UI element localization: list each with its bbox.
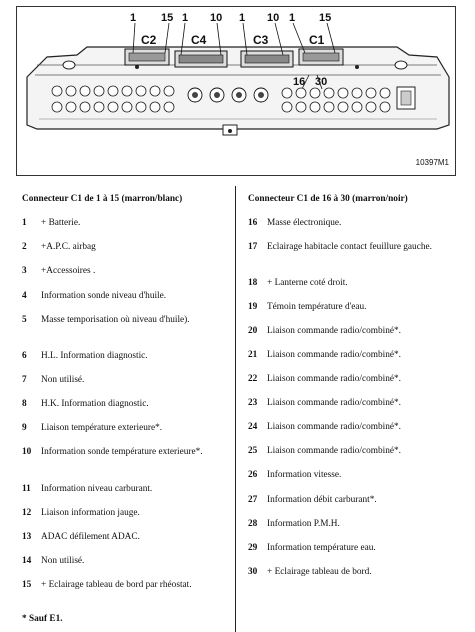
pin-entry — [22, 218, 227, 229]
pin-description: + Eclairage tableau de bord par rhéostat. — [41, 580, 192, 590]
pin-number: 12 — [22, 508, 32, 518]
pin-number: 26 — [248, 470, 258, 480]
pin-number: 29 — [248, 543, 258, 553]
pin-entry — [248, 567, 463, 578]
pin-number: 3 — [22, 266, 27, 276]
instrument-cluster-figure — [16, 6, 456, 176]
pin-entry — [22, 399, 227, 410]
pin-number: 30 — [248, 567, 258, 577]
pin-description: Liaison commande radio/combiné*. — [267, 446, 401, 456]
pin-number: 6 — [22, 351, 27, 361]
pin-number-label: 1 — [289, 12, 296, 24]
pin-description: Liaison commande radio/combiné*. — [267, 350, 401, 360]
pin-number-label: 1 — [239, 12, 246, 24]
pin-entry — [248, 350, 463, 361]
pin-number: 22 — [248, 374, 258, 384]
pin-number: 15 — [22, 580, 32, 590]
connector-c1 — [299, 49, 343, 65]
pin-description: Information température eau. — [267, 543, 376, 553]
pin-entry — [248, 446, 463, 457]
pin-number: 9 — [22, 423, 27, 433]
pin-entry — [22, 242, 227, 253]
pin-number-label: 1 — [182, 12, 189, 24]
pin-entry — [22, 580, 227, 591]
pin-description: ADAC défilement ADAC. — [41, 532, 140, 542]
pin-entry — [248, 398, 463, 409]
pin-entry — [22, 291, 227, 302]
pin-entry — [22, 351, 227, 362]
pin-entry — [22, 315, 227, 326]
pin-number-label: 16 — [293, 76, 306, 88]
cluster-drawing — [17, 7, 457, 177]
pin-number: 11 — [22, 484, 31, 494]
pin-number: 2 — [22, 242, 27, 252]
pin-description: + Eclairage tableau de bord. — [267, 567, 372, 577]
pin-entry — [248, 519, 463, 530]
column-divider — [235, 186, 236, 632]
connector-c3 — [241, 51, 293, 67]
pin-entry — [248, 302, 463, 313]
pin-description: H.L. Information diagnostic. — [41, 351, 148, 361]
pin-number: 24 — [248, 422, 258, 432]
pin-entry — [22, 375, 227, 386]
pin-description: Liaison température exterieure*. — [41, 423, 163, 433]
pin-entry — [248, 374, 463, 385]
pin-entry — [248, 495, 463, 506]
pin-number: 14 — [22, 556, 32, 566]
pin-number-label: 10 — [267, 12, 280, 24]
connector-label-c2: C2 — [141, 33, 157, 47]
pin-entry — [22, 447, 227, 458]
figure-reference: 10397M1 — [415, 158, 449, 167]
pin-number-label: 15 — [319, 12, 332, 24]
pin-entry — [22, 532, 227, 543]
left-column-title: Connecteur C1 de 1 à 15 (marron/blanc) — [22, 194, 183, 204]
pin-entry — [22, 484, 227, 495]
pin-number: 8 — [22, 399, 27, 409]
pin-description: Masse électronique. — [267, 218, 342, 228]
pin-description: Liaison information jauge. — [41, 508, 140, 518]
footnote: * Sauf E1. — [22, 614, 63, 624]
pin-number-label: 10 — [210, 12, 223, 24]
pin-entry — [248, 278, 463, 289]
pin-description: Liaison commande radio/combiné*. — [267, 374, 401, 384]
pin-number: 28 — [248, 519, 258, 529]
pin-number: 20 — [248, 326, 258, 336]
pin-number: 27 — [248, 495, 258, 505]
connector-c2 — [125, 49, 169, 65]
pin-number: 23 — [248, 398, 258, 408]
connector-label-c4: C4 — [191, 33, 207, 47]
pin-number: 1 — [22, 218, 27, 228]
pin-description: + Batterie. — [41, 218, 81, 228]
pin-entry — [248, 218, 463, 229]
pin-description: Information sonde température exterieure*. — [41, 447, 203, 457]
pin-number-label: 15 — [161, 12, 174, 24]
pin-description: Liaison commande radio/combiné*. — [267, 326, 401, 336]
pin-number: 4 — [22, 291, 27, 301]
pin-description: Témoin température d'eau. — [267, 302, 367, 312]
pin-description: + Lanterne coté droit. — [267, 278, 348, 288]
pin-description: Information sonde niveau d'huile. — [41, 291, 167, 301]
pin-number: 19 — [248, 302, 258, 312]
pin-number: 17 — [248, 242, 258, 252]
pin-entry — [22, 266, 227, 277]
connector-label-c3: C3 — [253, 33, 269, 47]
left-column — [22, 194, 227, 590]
pin-entry — [248, 422, 463, 433]
pin-number-label: 30 — [315, 76, 328, 88]
pin-number: 16 — [248, 218, 258, 228]
pin-description: Information niveau carburant. — [41, 484, 153, 494]
pin-number: 10 — [22, 447, 32, 457]
pin-number: 7 — [22, 375, 27, 385]
pin-description: Eclairage habitacle contact feuillure gauche. — [267, 242, 432, 252]
pin-description: +A.P.C. airbag — [41, 242, 96, 252]
pin-entry — [248, 543, 463, 554]
pin-number: 18 — [248, 278, 258, 288]
pin-number: 13 — [22, 532, 32, 542]
pin-entry — [22, 556, 227, 567]
connector-c4 — [175, 51, 227, 67]
right-column — [248, 194, 463, 577]
pin-number: 5 — [22, 315, 27, 325]
pin-entry — [248, 242, 463, 253]
pin-number: 21 — [248, 350, 258, 360]
pin-description: Liaison commande radio/combiné*. — [267, 398, 401, 408]
pin-number-label: 1 — [130, 12, 137, 24]
pin-description: Information débit carburant*. — [267, 495, 377, 505]
pin-entry — [22, 423, 227, 434]
pin-description: Non utilisé. — [41, 375, 85, 385]
pin-entry — [248, 326, 463, 337]
pin-description: +Accessoires . — [41, 266, 96, 276]
pin-description: Non utilisé. — [41, 556, 85, 566]
pin-description: Liaison commande radio/combiné*. — [267, 422, 401, 432]
right-column-title: Connecteur C1 de 16 à 30 (marron/noir) — [248, 194, 408, 204]
pin-description: Information vitesse. — [267, 470, 342, 480]
pin-entry — [248, 470, 463, 481]
pin-number: 25 — [248, 446, 258, 456]
connector-label-c1: C1 — [309, 33, 325, 47]
pin-description: Information P.M.H. — [267, 519, 340, 529]
pin-entry — [22, 508, 227, 519]
pin-description: Masse temporisation où niveau d'huile). — [41, 315, 190, 325]
pin-description: H.K. Information diagnostic. — [41, 399, 149, 409]
